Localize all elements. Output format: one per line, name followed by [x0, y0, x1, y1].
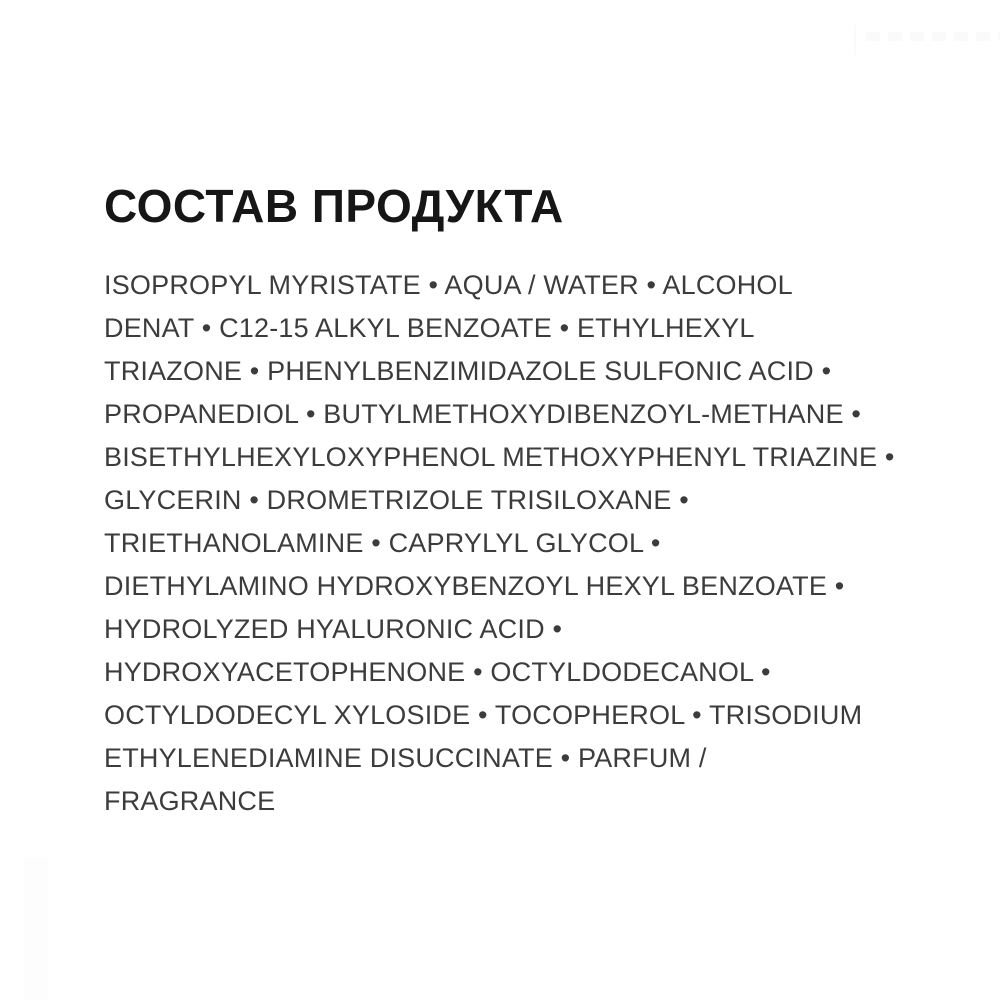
ingredients-line: HYDROXYACETOPHENONE • OCTYLDODECANOL •: [104, 657, 771, 687]
faint-artifact-top-right-line: [854, 25, 856, 55]
composition-panel: [104, 182, 984, 823]
ingredients-line: BISETHYLHEXYLOXYPHENOL METHOXYPHENYL TRIAZINE •: [104, 442, 895, 472]
ingredients-line: HYDROLYZED HYALURONIC ACID •: [104, 614, 563, 644]
ingredients-line: FRAGRANCE: [104, 786, 276, 816]
faint-artifact-top-right-dashes: [866, 32, 1000, 41]
ingredients-line: TRIETHANOLAMINE • CAPRYLYL GLYCOL •: [104, 528, 661, 558]
ingredients-line: ISOPROPYL MYRISTATE • AQUA / WATER • ALCOHOL: [104, 270, 793, 300]
ingredients-line: PROPANEDIOL • BUTYLMETHOXYDIBENZOYL-METHANE •: [104, 399, 862, 429]
page-title: СОСТАВ ПРОДУКТА: [104, 180, 564, 232]
ingredients-line: OCTYLDODECYL XYLOSIDE • TOCOPHEROL • TRISODIUM: [104, 700, 863, 730]
ingredients-line: ETHYLENEDIAMINE DISUCCINATE • PARFUM /: [104, 743, 707, 773]
ingredients-line: GLYCERIN • DROMETRIZOLE TRISILOXANE •: [104, 485, 689, 515]
ingredients-line: TRIAZONE • PHENYLBENZIMIDAZOLE SULFONIC ACID •: [104, 356, 832, 386]
ingredients-list: [104, 264, 984, 823]
ingredients-line: DENAT • C12-15 ALKYL BENZOATE • ETHYLHEXYL: [104, 313, 755, 343]
ingredients-line: DIETHYLAMINO HYDROXYBENZOYL HEXYL BENZOATE •: [104, 571, 845, 601]
faint-artifact-bottom-left-band: [24, 857, 48, 1000]
